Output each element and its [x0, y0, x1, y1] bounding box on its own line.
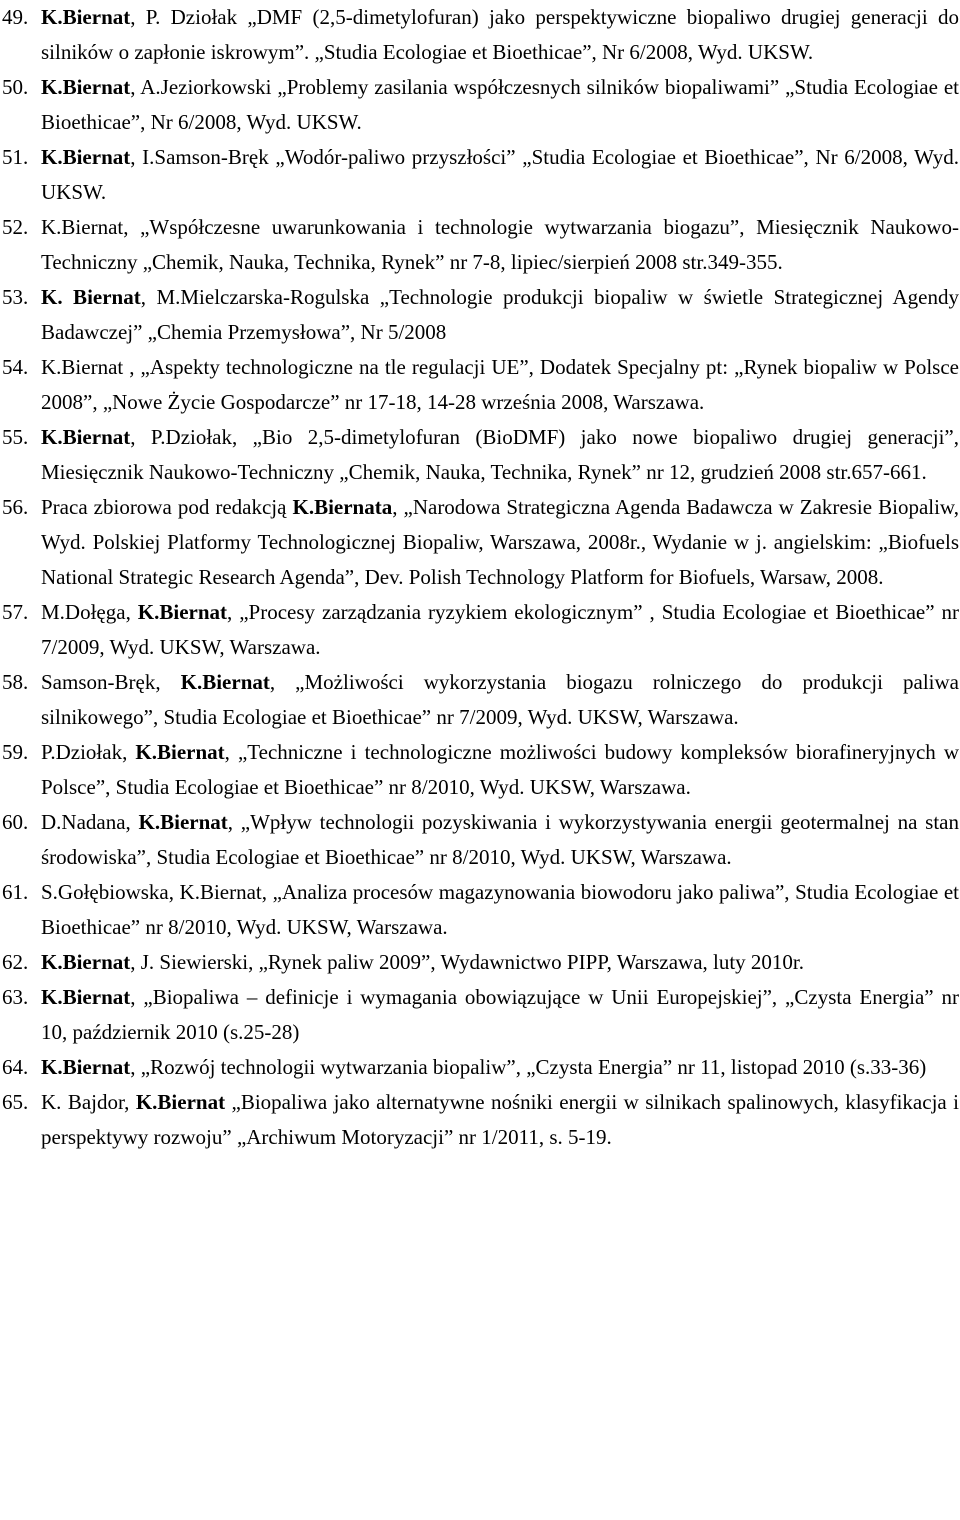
- reference-text: , P. Dziołak „DMF (2,5-dimetylofuran) jako perspektywiczne biopaliwo drugiej generacji do silników o zapłonie iskrowym”. „Studia Ecologiae et Bioethicae”, Nr 6/2008, Wyd. UKSW.: [41, 5, 959, 64]
- reference-number: 62.: [2, 950, 29, 974]
- reference-entry: [0, 945, 959, 980]
- reference-text: S.Gołębiowska, K.Biernat, „Analiza procesów magazynowania biowodoru jako paliwa”, Studia Ecologiae et Bioethicae” nr 8/2010, Wyd. UKSW, Warszawa.: [41, 880, 959, 939]
- reference-text: , „Procesy zarządzania ryzykiem ekologicznym” , Studia Ecologiae et Bioethicae” nr 7/2009, Wyd. UKSW, Warszawa.: [41, 600, 959, 659]
- reference-text: K.Biernat , „Aspekty technologiczne na tle regulacji UE”, Dodatek Specjalny pt: „Rynek biopaliw w Polsce 2008”, „Nowe Życie Gospodarcze” nr 17-18, 14-28 września 2008, Warszawa.: [41, 355, 959, 414]
- reference-author-bold: K.Biernat: [137, 600, 228, 624]
- reference-author-bold: K.Biernat: [41, 950, 131, 974]
- reference-text: , M.Mielczarska-Rogulska „Technologie produkcji biopaliw w świetle Strategicznej Agendy Badawczej” „Chemia Przemysłowa”, Nr 5/2008: [41, 285, 959, 344]
- reference-coauthor: D.Nadana,: [41, 810, 139, 834]
- reference-number: 56.: [2, 495, 29, 519]
- reference-number: 64.: [2, 1055, 29, 1079]
- reference-entry: [0, 1085, 959, 1155]
- reference-entry: [0, 875, 959, 945]
- reference-entry: [0, 805, 959, 875]
- reference-text: K.Biernat, „Współczesne uwarunkowania i technologie wytwarzania biogazu”, Miesięcznik Naukowo-Techniczny „Chemik, Nauka, Technika, Rynek” nr 7-8, lipiec/sierpień 2008 str.349-355.: [41, 215, 959, 274]
- reference-coauthor: K. Bajdor,: [41, 1090, 136, 1114]
- reference-coauthor: P.Dziołak,: [41, 740, 136, 764]
- reference-entry: [0, 140, 959, 210]
- reference-number: 63.: [2, 985, 29, 1009]
- reference-author-bold: K.Biernat: [41, 75, 131, 99]
- reference-author-bold: K.Biernat: [41, 1055, 131, 1079]
- reference-number: 60.: [2, 810, 29, 834]
- reference-entry: [0, 0, 959, 70]
- reference-number: 52.: [2, 215, 29, 239]
- reference-entry: [0, 420, 959, 490]
- reference-entry: [0, 70, 959, 140]
- reference-coauthor: M.Dołęga,: [41, 600, 138, 624]
- reference-entry: [0, 735, 959, 805]
- reference-number: 61.: [2, 880, 29, 904]
- reference-author-bold: K. Biernat: [41, 285, 141, 309]
- reference-number: 51.: [2, 145, 29, 169]
- reference-entry: [0, 350, 959, 420]
- reference-number: 49.: [2, 5, 29, 29]
- reference-number: 54.: [2, 355, 29, 379]
- reference-coauthor: Praca zbiorowa pod redakcją: [41, 495, 293, 519]
- reference-text: , J. Siewierski, „Rynek paliw 2009”, Wydawnictwo PIPP, Warszawa, luty 2010r.: [130, 950, 805, 974]
- reference-text: , „Narodowa Strategiczna Agenda Badawcza w Zakresie Biopaliw, Wyd. Polskiej Platformy Technologicznej Biopaliw, Warszawa, 2008r., Wydanie w j. angielskim: „Biofuels National Strategic Research Agenda”, Dev. Polish Technology Platform for Biofuels, Warsaw, 2008.: [41, 495, 959, 589]
- reference-entry: [0, 1050, 959, 1085]
- reference-author-bold: K.Biernat: [180, 670, 270, 694]
- reference-text: , A.Jeziorkowski „Problemy zasilania współczesnych silników biopaliwami” „Studia Ecologiae et Bioethicae”, Nr 6/2008, Wyd. UKSW.: [41, 75, 959, 134]
- reference-author-bold: K.Biernat: [41, 425, 131, 449]
- reference-number: 58.: [2, 670, 29, 694]
- reference-entry: [0, 280, 959, 350]
- reference-author-bold: K.Biernat: [135, 1090, 226, 1114]
- reference-text: , I.Samson-Bręk „Wodór-paliwo przyszłości” „Studia Ecologiae et Bioethicae”, Nr 6/2008, Wyd. UKSW.: [41, 145, 959, 204]
- reference-text: , „Wpływ technologii pozyskiwania i wykorzystywania energii geotermalnej na stan środowiska”, Studia Ecologiae et Bioethicae” nr 8/2010, Wyd. UKSW, Warszawa.: [41, 810, 959, 869]
- reference-number: 65.: [2, 1090, 29, 1114]
- reference-entry: [0, 210, 959, 280]
- reference-author-bold: K.Biernat: [41, 145, 131, 169]
- reference-author-bold: K.Biernat: [41, 985, 131, 1009]
- reference-number: 57.: [2, 600, 29, 624]
- reference-author-bold: K.Biernata: [292, 495, 393, 519]
- reference-number: 59.: [2, 740, 29, 764]
- reference-text: , „Możliwości wykorzystania biogazu rolniczego do produkcji paliwa silnikowego”, Studia Ecologiae et Bioethicae” nr 7/2009, Wyd. UKSW, Warszawa.: [41, 670, 959, 729]
- reference-entry: [0, 490, 959, 595]
- reference-entry: [0, 595, 959, 665]
- reference-coauthor: Samson-Bręk,: [41, 670, 181, 694]
- reference-number: 50.: [2, 75, 29, 99]
- reference-text: , „Biopaliwa – definicje i wymagania obowiązujące w Unii Europejskiej”, „Czysta Energia” nr 10, październik 2010 (s.25-28): [41, 985, 959, 1044]
- reference-text: , „Techniczne i technologiczne możliwości budowy kompleksów biorafineryjnych w Polsce”, Studia Ecologiae et Bioethicae” nr 8/2010, Wyd. UKSW, Warszawa.: [41, 740, 960, 799]
- reference-text: , „Rozwój technologii wytwarzania biopaliw”, „Czysta Energia” nr 11, listopad 2010 (s.33-36): [130, 1055, 927, 1079]
- reference-text: „Biopaliwa jako alternatywne nośniki energii w silnikach spalinowych, klasyfikacja i perspektywy rozwoju” „Archiwum Motoryzacji” nr 1/2011, s. 5-19.: [41, 1090, 959, 1149]
- reference-text: , P.Dziołak, „Bio 2,5-dimetylofuran (BioDMF) jako nowe biopaliwo drugiej generacji”, Miesięcznik Naukowo-Techniczny „Chemik, Nauka, Technika, Rynek” nr 12, grudzień 2008 str.657-661.: [41, 425, 959, 484]
- reference-author-bold: K.Biernat: [135, 740, 225, 764]
- reference-entry: [0, 665, 959, 735]
- reference-number: 55.: [2, 425, 29, 449]
- reference-author-bold: K.Biernat: [41, 5, 131, 29]
- reference-entry: [0, 980, 959, 1050]
- reference-number: 53.: [2, 285, 29, 309]
- reference-author-bold: K.Biernat: [138, 810, 228, 834]
